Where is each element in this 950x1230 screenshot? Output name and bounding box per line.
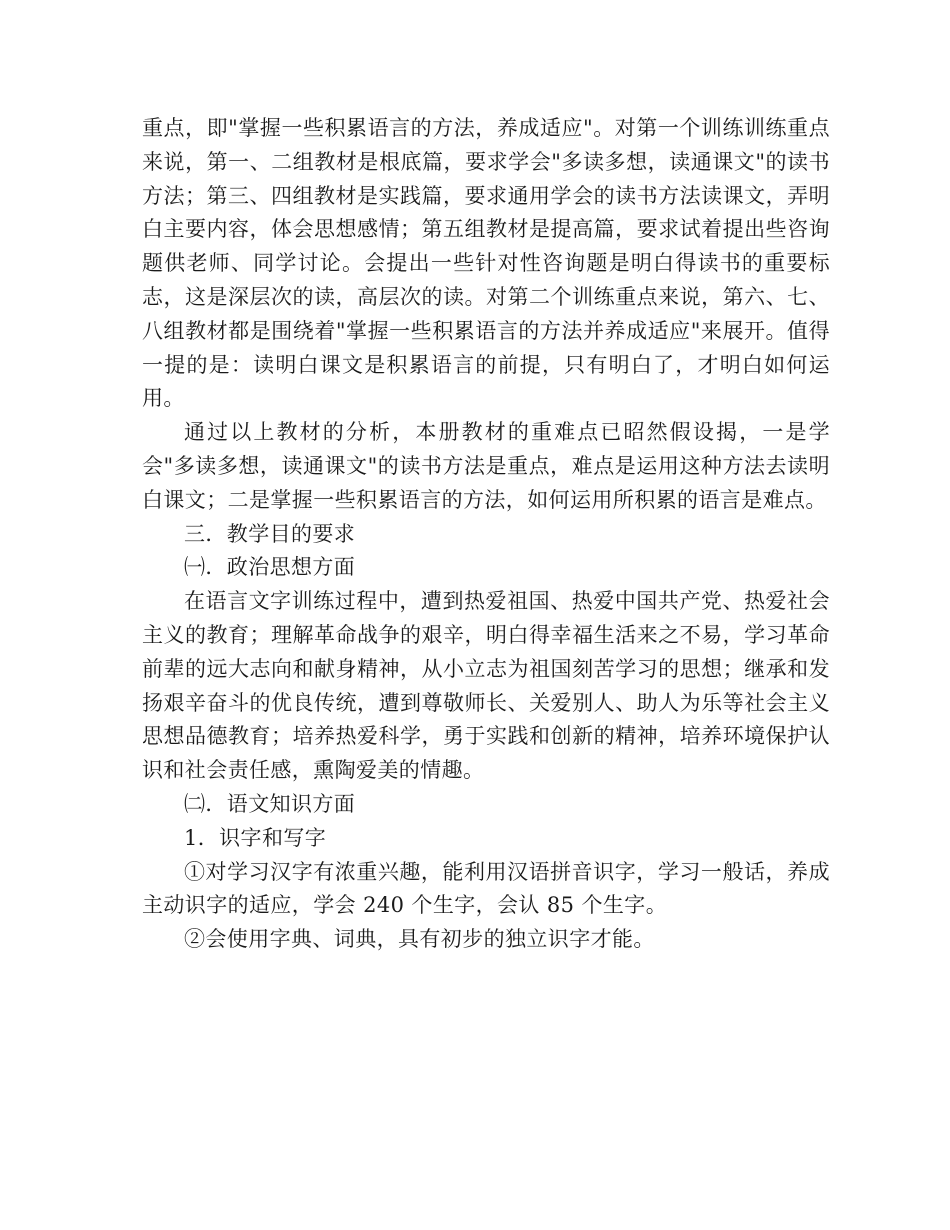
item-heading-literacy-writing: 1．识字和写字 xyxy=(184,825,327,850)
list-item-literacy-1: ①对学习汉字有浓重兴趣，能利用汉语拼音识字，学习一般话，养成主动识字的适应，学会 240 个生字，会认 85 个生字。 xyxy=(142,859,830,918)
section-heading-teaching-goals: 三．教学目的要求 xyxy=(184,521,356,546)
list-item-literacy-2: ②会使用字典、词典，具有初步的独立识字才能。 xyxy=(184,927,655,952)
paragraph-political-thought: 在语言文字训练过程中，遭到热爱祖国、热爱中国共产党、热爱社会主义的教育；理解革命战争的艰辛，明白得幸福生活来之不易，学习革命前辈的远大志向和献身精神，从小立志为祖国刻苦学习的思想；继承和发扬艰辛奋斗的优良传统，遭到尊敬师长、关爱别人、助人为乐等社会主义思想品德教育；培养热爱科学，勇于实践和创新的精神，培养环境保护认识和社会责任感，熏陶爱美的情趣。 xyxy=(142,589,830,783)
subsection-heading-political-thought: ㈠．政治思想方面 xyxy=(184,555,356,580)
paragraph-analysis-summary: 通过以上教材的分析，本册教材的重难点已昭然假设揭，一是学会"多读多想，读通课文"的读书方法是重点，难点是运用这种方法去读明白课文；二是掌握一些积累语言的方法，如何运用所积累的语言是难点。 xyxy=(142,420,830,512)
subsection-heading-language-knowledge: ㈡．语文知识方面 xyxy=(184,791,356,816)
document-body xyxy=(142,112,830,957)
paragraph-continuation: 重点，即"掌握一些积累语言的方法，养成适应"。对第一个训练训练重点来说，第一、二组教材是根底篇，要求学会"多读多想，读通课文"的读书方法；第三、四组教材是实践篇，要求通用学会的读书方法读课文，弄明白主要内容，体会思想感情；第五组教材是提高篇，要求试着提出些咨询题供老师、同学讨论。会提出一些针对性咨询题是明白得读书的重要标志，这是深层次的读，高层次的读。对第二个训练重点来说，第六、七、八组教材都是围绕着"掌握一些积累语言的方法并养成适应"来展开。值得一提的是：读明白课文是积累语言的前提，只有明白了，才明白如何运用。 xyxy=(142,116,830,411)
